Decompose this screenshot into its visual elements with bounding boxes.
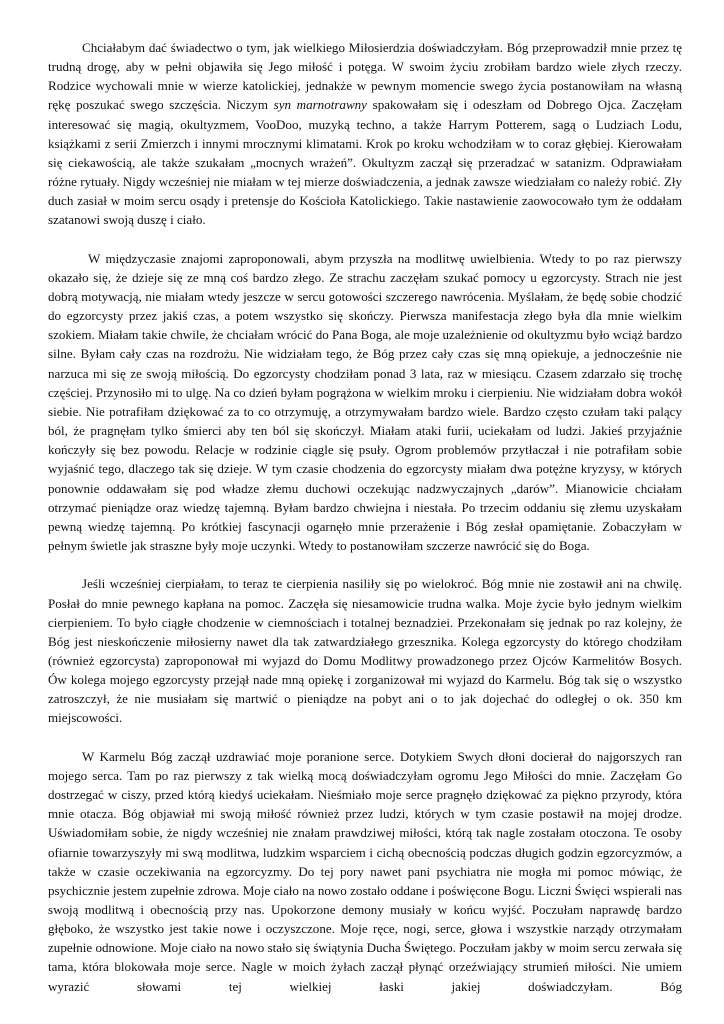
document-page xyxy=(48,38,682,996)
paragraph-1-text-end: spakowałam się i odeszłam od Dobrego Ojca. Zaczęłam interesować się magią, okultyzmem, VooDoo, muzyką techno, a także Harrym Potterem, sagą o Ludziach Lodu, książkami z serii Zmierzch i innymi mrocznymi klimatami. Krok po kroku wchodziłam w to coraz głębiej. Kierowałam się ciekawością, ale także szukałam „mocnych wrażeń”. Okultyzm zaczął się przeradzać w satanizm. Odprawiałam różne rytuały. Nigdy wcześniej nie miałam w tej mierze doświadczenia, a jednak zawsze wiedziałam co należy robić. Zły duch zasiał w moim sercu osądy i pretensje do Kościoła Katolickiego. Takie nastawienie zaowocowało tym że oddałam szatanowi swoją duszę i ciało. xyxy=(48,97,683,228)
paragraph-4: W Karmelu Bóg zaczął uzdrawiać moje poranione serce. Dotykiem Swych dłoni docierał do najgorszych ran mojego serca. Tam po raz pierwszy z tak wielką mocą doświadczyłam ogromu Jego Miłości do mnie. Zaczęłam Go dostrzegać w ciszy, przed którą kiedyś uciekałam. Nieśmiało moje serce pragnęło dziękować za piękno przyrody, która mnie otacza. Bóg objawiał mi swoją miłość również przez ludzi, których w tym czasie postawił na mojej drodze. Uświadomiłam sobie, że nigdy wcześniej nie znałam prawdziwej miłości, którą tak nagle zostałam otoczona. Te osoby ofiarnie towarzyszyły mi swą modlitwa, ludzkim wsparciem i cichą obecnością podczas długich godzin egzorcyzmów, a także w czasie oczekiwania na egzorcyzmy. Do tej pory nawet pani psychiatra nie mogła mi pomoc mówiąc, że psychicznie jestem zupełnie zdrowa. Moje ciało na nowo zostało oddane i poświęcone Bogu. Liczni Święci wspierali nas swoją modlitwą i obecnością przy nas. Upokorzone demony musiały w końcu wyjść. Poczułam naprawdę bardzo głęboko, że wszystko jest takie nowe i oczyszczone. Moje ręce, nogi, serce, głowa i wszystkie narządy otrzymałam zupełnie odnowione. Moje ciało na nowo stało się świątynia Ducha Świętego. Poczułam jakby w moim sercu zerwała się tama, która blokowała moje serce. Nagle w moich żyłach zaczął płynąć orzeźwiający strumień miłości. Nie umiem wyrazić słowami tej wielkiej łaski jakiej doświadczyłam. Bóg xyxy=(48,748,682,994)
paragraph-2: W międzyczasie znajomi zaproponowali, abym przyszła na modlitwę uwielbienia. Wtedy to po raz pierwszy okazało się, że dzieje się ze mną coś bardzo złego. Ze strachu zaczęłam szukać pomocy u egzorcysty. Strach nie jest dobrą motywacją, nie miałam wtedy jeszcze w sercu gotowości szczerego nawrócenia. Myślałam, że będę sobie chodzić do egzorcysty przez jakiś czas, a potem wszystko się skończy. Pierwsza manifestacja złego była dla mnie wielkim szokiem. Miałam takie chwile, że chciałam wrócić do Pana Boga, ale moje uzależnienie od okultyzmu było wciąż bardzo silne. Byłam cały czas na rozdrożu. Nie widziałam tego, że Bóg przez cały czas się mną opiekuje, a jednocześnie nie narzuca mi się ze swoją miłością. Do egzorcysty chodziłam ponad 3 lata, raz w miesiącu. Czasem zdarzało się trochę częściej. Przynosiło mi to ulgę. Na co dzień byłam pogrążona w wielkim mroku i cierpieniu. Nie widziałam dobra wokół siebie. Nie potrafiłam dziękować za to co otrzymuję, a otrzymywałam bardzo wiele. Bardzo często czułam taki palący ból, że pragnęłam tylko śmierci aby ten ból się skończył. Miałam ataki furii, uciekałam od ludzi. Jakieś przyjaźnie kończyły się bez powodu. Relacje w rodzinie ciągle się psuły. Ogrom problemów przytłaczał i nie potrafiłam sobie wyjaśnić tego, dlaczego tak się dzieje. W tym czasie chodzenia do egzorcysty miałam dwa potężne kryzysy, w których ponownie oddawałam się pod władze złemu duchowi oczekując nadzwyczajnych „darów”. Mianowicie chciałam otrzymać pieniądze oraz wiedzę tajemną. Byłam bardzo chwiejna i niestała. Po trzecim oddaniu się złemu uzyskałam pewną wiedzę tajemną. Po krótkiej fascynacji ogarnęło mnie przerażenie i Bóg zesłał opamiętanie. Zobaczyłam w pełnym świetle jak straszne były moje uczynki. Wtedy to postanowiłam szczerze nawrócić się do Boga. xyxy=(48,250,682,554)
paragraph-1 xyxy=(48,38,682,230)
italic-phrase: syn marnotrawny xyxy=(273,97,367,113)
paragraph-3: Jeśli wcześniej cierpiałam, to teraz te cierpienia nasiliły się po wielokroć. Bóg mnie nie zostawił ani na chwilę. Posłał do mnie pewnego kapłana na pomoc. Zaczęła się niesamowicie trudna walka. Moje życie było jednym wielkim cierpieniem. To było ciągłe chodzenie w ciemnościach i totalnej beznadziei. Przekonałam się jednak po raz kolejny, że Bóg jest nieskończenie miłosierny nawet dla tak zatwardziałego grzesznika. Kolega egzorcysty do którego chodziłam (również egzorcysta) zaproponował mi wyjazd do Domu Modlitwy prowadzonego przez Ojców Karmelitów Bosych. Ów kolega mojego egzorcysty przejął nade mną opiekę i zorganizował mi wyjazd do Karmelu. Bóg tak się o wszystko zatroszczył, że nie musiałam się martwić o pieniądze na pobyt ani o to jak dojechać do odległej o ok. 350 km miejscowości. xyxy=(48,576,682,726)
paragraph-1-text-start: Chciałabym dać świadectwo o tym, jak wielkiego Miłosierdzia doświadczyłam. Bóg przeprowadził mnie przez tę trudną drogę, aby w pełni objawiła się Jego miłość i potęga. W swoim życiu zrobiłam bardzo wiele złych rzeczy. Rodzice wychowali mnie w wierze katolickiej, jednakże w pewnym momencie swego życia postanowiłam na własną rękę poszukać swego szczęścia. Niczym xyxy=(48,40,682,113)
